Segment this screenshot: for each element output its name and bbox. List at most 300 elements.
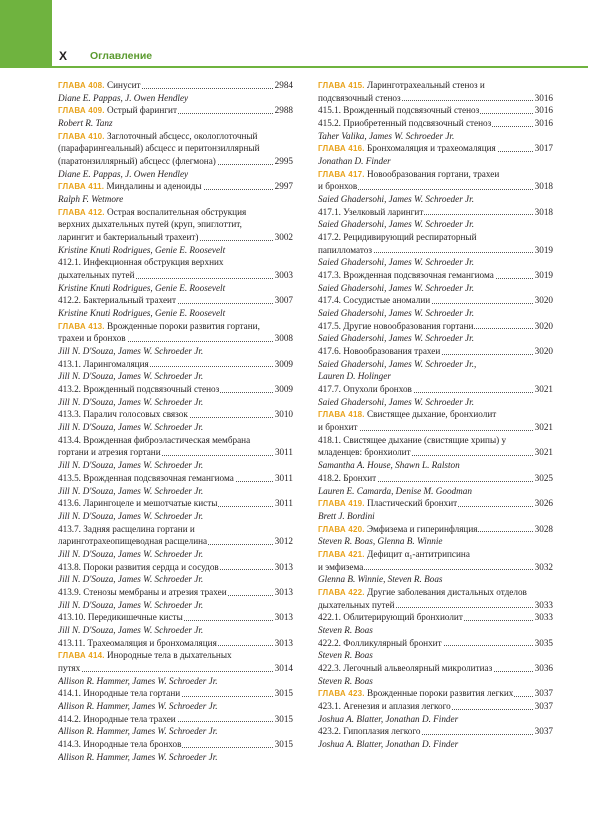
toc-entry-line [318,700,553,713]
toc-author-line [58,751,293,764]
subscript: 1 [409,554,413,561]
toc-column-left [58,79,293,763]
entry-title: 413.11. Трахеомаляция и бронхомаляция [58,637,217,648]
toc-author-line [58,168,293,181]
toc-entry-line [318,662,553,675]
toc-entry-text [318,80,486,90]
toc-entry-text [58,447,162,457]
entry-title: и эмфизема [318,561,364,572]
author-names: Jill N. D'Souza, James W. Schroeder Jr. [58,371,204,382]
author-names: Jill N. D'Souza, James W. Schroeder Jr. [58,485,204,496]
author-names: Saied Ghadersohi, James W. Schroeder Jr. [318,194,474,205]
page-ref: 3013 [274,637,293,648]
entry-title: 418.1. Свистящее дыхание (свистящие хрипы) у [318,434,507,445]
entry-title: верхних дыхательных путей (круп, эпиглоттит, [58,219,242,230]
toc-entry-line [58,561,293,574]
toc-entry-text [58,80,142,90]
page-ref: 3009 [274,358,293,369]
entry-title: 412.1. Инфекционная обструкция верхних [58,257,224,268]
toc-author-line [58,307,293,320]
toc-entry-text [58,473,235,483]
toc-entry-text [318,498,458,508]
author-names: Steven R. Boas [318,675,373,686]
toc-author-line [318,485,553,498]
toc-entry-text [318,587,528,597]
toc-entry-text [318,676,374,686]
toc-entry-text [58,435,251,445]
toc-author-line [58,459,293,472]
toc-author-line [318,459,553,472]
entry-title: 417.4. Сосудистые аномалии [318,295,431,306]
toc-entry-line [58,142,293,155]
toc-chapter-line [318,142,553,155]
author-names: Glenna B. Winnie, Steven R. Boas [318,574,443,585]
toc-entry-text [58,422,204,432]
chapter-title-rest: -антитрипсина [412,548,470,559]
toc-entry-text [318,333,475,343]
toc-entry-text [318,701,452,711]
toc-author-line [58,345,293,358]
page-ref: 3007 [274,295,293,306]
page-ref: 3016 [534,105,553,116]
toc-entry-text [318,384,413,394]
toc-author-line [318,358,553,371]
toc-entry-text [58,663,81,673]
toc-author-line [58,548,293,561]
toc-chapter-line [318,687,553,700]
entry-title: ларинготрахеопищеводная расщелина [58,536,208,547]
toc-author-line [58,370,293,383]
toc-entry-line [318,244,553,257]
author-names: Allison R. Hammer, James W. Schroeder Jr. [58,751,218,762]
toc-chapter-line [58,79,293,92]
author-names: Kristine Knuti Rodrigues, Genie E. Roosevelt [58,308,226,319]
toc-author-line [318,155,553,168]
toc-entry-line [318,725,553,738]
toc-author-line [318,370,553,383]
entry-title: 413.5. Врожденная подсвязочная гемангиома [58,472,234,483]
author-names: Jill N. D'Souza, James W. Schroeder Jr. [58,599,204,610]
toc-author-line [58,725,293,738]
header-rule [52,66,588,68]
chapter-title: Эмфизема и гиперинфляция [364,523,478,534]
toc-author-line [58,599,293,612]
author-names: Lauren D. Holinger [318,371,391,382]
toc-entry-line [58,713,293,726]
page-ref: 3013 [274,561,293,572]
toc-entry-text [318,207,424,217]
toc-entry-text [318,359,477,369]
toc-entry-line [318,434,553,447]
author-names: Allison R. Hammer, James W. Schroeder Jr. [58,675,218,686]
author-names: Allison R. Hammer, James W. Schroeder Jr. [58,700,218,711]
toc-author-line [58,510,293,523]
page-ref: 3033 [534,599,553,610]
toc-entry-text [58,283,226,293]
chapter-label: ГЛАВА 416. [318,144,365,154]
entry-title: и бронхов [318,181,358,192]
page-ref: 3009 [274,384,293,395]
chapter-title: Новообразования гортани, трахеи [364,168,500,179]
entry-title: 423.2. Гипоплазия легкого [318,726,421,737]
toc-entry-text [318,105,480,115]
toc-entry-text [318,118,492,128]
chapter-title: Миндалины и аденоиды [104,181,202,192]
toc-entry-text [58,219,243,229]
toc-entry-line [318,117,553,130]
entry-title: (паратонзиллярный) абсцесс (флегмона) [58,156,216,167]
toc-author-line [58,244,293,257]
toc-entry-text [318,714,459,724]
toc-entry-text [318,371,392,381]
toc-author-line [318,332,553,345]
toc-chapter-line [58,180,293,193]
toc-author-line [318,396,553,409]
page-ref: 2997 [274,181,293,192]
toc-author-line [58,282,293,295]
chapter-title: Острая воспалительная обструкция [104,206,247,217]
toc-entry-text [318,562,364,572]
toc-entry-text [58,752,219,762]
toc-entry-text [58,156,217,166]
page-ref: 3037 [534,700,553,711]
toc-entry-line [58,218,293,231]
toc-entry-line [318,345,553,358]
page-ref: 3011 [274,498,293,509]
toc-entry-text [318,346,441,356]
page-ref: 3025 [534,472,553,483]
toc-entry-text [318,536,444,546]
toc-entry-text [318,574,444,584]
toc-chapter-line [318,586,553,599]
toc-entry-text [58,739,182,749]
toc-author-line [318,282,553,295]
author-names: Kristine Knuti Rodrigues, Genie E. Roosevelt [58,244,226,255]
toc-author-line [58,117,293,130]
toc-entry-text [58,676,219,686]
author-names: Saied Ghadersohi, James W. Schroeder Jr. [318,396,474,407]
entry-title: 417.6. Новообразования трахеи [318,346,441,357]
toc-entry-text [58,384,220,394]
author-names: Jonathan D. Finder [318,156,391,167]
page-ref: 3021 [534,384,553,395]
toc-author-line [58,92,293,105]
author-names: Jill N. D'Souza, James W. Schroeder Jr. [58,624,204,635]
entry-title: 422.3. Легочный альвеолярный микролитиаз [318,662,493,673]
toc-entry-text [318,650,374,660]
toc-chapter-line [318,497,553,510]
page-ref: 3026 [534,498,553,509]
chapter-title: Врожденные пороки развития легких [364,688,514,699]
toc-entry-line [58,408,293,421]
toc-entry-text [318,283,475,293]
toc-entry-text [58,131,258,141]
toc-author-line [58,193,293,206]
toc-chapter-line [318,523,553,536]
entry-title: 413.3. Паралич голосовых связок [58,409,188,420]
toc-entry-line [58,637,293,650]
author-names: Saied Ghadersohi, James W. Schroeder Jr. [318,257,474,268]
page-number: X [59,49,68,63]
toc-author-line [58,675,293,688]
entry-title: 417.3. Врожденная подсвязочная гемангиома [318,270,494,281]
toc-entry-text [318,524,478,534]
chapter-label: ГЛАВА 415. [318,81,365,90]
entry-title: (парафарингеальный) абсцесс и перитонзиллярный [58,143,260,154]
entry-title: 413.4. Врожденная фиброэластическая мембрана [58,434,251,445]
entry-title: 418.2. Бронхит [318,472,377,483]
toc-entry-line [58,662,293,675]
toc-chapter-line [58,649,293,662]
toc-entry-line [58,294,293,307]
toc-entry-text [58,118,114,128]
toc-entry-text [58,587,228,597]
entry-title: трахеи и бронхов [58,333,126,344]
author-names: Jill N. D'Souza, James W. Schroeder Jr. [58,396,204,407]
toc-entry-line [58,523,293,536]
toc-entry-text [58,600,204,610]
entry-title: 422.2. Фолликулярный бронхит [318,637,442,648]
page-ref: 3016 [534,92,553,103]
page-ref: 3021 [534,447,553,458]
author-names: Allison R. Hammer, James W. Schroeder Jr. [58,726,218,737]
toc-author-line [318,649,553,662]
author-names: Brett J. Bordini [318,510,375,521]
toc-entry-text [318,486,473,496]
chapter-label: ГЛАВА 414. [58,651,105,661]
entry-title: подсвязочный стеноз [318,92,401,103]
author-names: Diane E. Pappas, J. Owen Hendley [58,168,189,179]
page-ref: 3015 [274,713,293,724]
chapter-label: ГЛАВА 420. [318,524,365,534]
toc-entry-text [318,321,474,331]
entry-title: 413.1. Ларингомаляция [58,358,149,369]
toc-entry-text [318,232,477,242]
toc-entry-text [58,194,124,204]
toc-entry-line [58,332,293,345]
page-ref: 3019 [534,244,553,255]
toc-chapter-line [58,320,293,333]
toc-entry-text [318,600,396,610]
toc-entry-line [58,687,293,700]
toc-chapter-line [58,206,293,219]
toc-entry-text [318,688,514,698]
author-names: Jill N. D'Souza, James W. Schroeder Jr. [58,574,204,585]
page-ref: 3028 [534,523,553,534]
toc-entry-text [318,156,392,166]
page-ref: 3018 [534,206,553,217]
author-names: Taher Valika, James W. Schroeder Jr. [318,130,455,141]
toc-entry-line [318,294,553,307]
chapter-label: ГЛАВА 409. [58,106,105,116]
author-names: Steven R. Boas [318,650,373,661]
page-ref: 3037 [534,726,553,737]
entry-title: папилломатоз [318,244,373,255]
chapter-title: Острый фарингит [104,105,177,116]
chapter-title: Дефицит α [364,548,410,559]
page-ref: 2988 [274,105,293,116]
toc-entry-text [58,257,225,267]
toc-entry-line [318,104,553,117]
chapter-title: Свистящее дыхание, бронхиолит [364,409,497,420]
page-ref: 3013 [274,612,293,623]
page-ref: 3013 [274,586,293,597]
toc-column-right [318,79,553,751]
toc-entry-text [318,460,461,470]
toc-entry-line [318,611,553,624]
toc-author-line [318,535,553,548]
page-ref: 2984 [274,80,293,90]
toc-entry-text [318,511,376,521]
toc-entry-text [58,245,226,255]
toc-entry-text [318,131,455,141]
entry-title: 414.1. Инородные тела гортани [58,688,181,699]
toc-entry-line [58,497,293,510]
page-ref: 3036 [534,662,553,673]
toc-entry-line [58,446,293,459]
author-names: Joshua A. Blatter, Jonathan D. Finder [318,713,459,724]
toc-entry-text [58,486,204,496]
toc-entry-text [318,638,443,648]
author-names: Saied Ghadersohi, James W. Schroeder Jr. [318,308,474,319]
toc-entry-text [318,726,421,736]
chapter-title: Пластический бронхит [364,498,458,509]
toc-entry-text [58,371,204,381]
page-ref: 3003 [274,270,293,281]
toc-chapter-line [58,104,293,117]
entry-title: 413.7. Задняя расщелина гортани и [58,523,195,534]
page-ref: 3008 [274,333,293,344]
entry-title: 413.8. Пороки развития сердца и сосудов [58,561,219,572]
toc-entry-line [318,446,553,459]
author-names: Saied Ghadersohi, James W. Schroeder Jr. [318,282,474,293]
entry-title: ларингит и бактериальный трахеит) [58,232,199,243]
entry-title: 423.1. Агенезия и аплазия легкого [318,700,451,711]
page-ref: 3021 [534,422,553,433]
page-ref: 3037 [534,688,553,699]
chapter-label: ГЛАВА 418. [318,410,365,420]
entry-title: 413.2. Врожденный подсвязочный стеноз [58,384,220,395]
author-names: Steven R. Boas, Glenna B. Winnie [318,536,443,547]
page-ref: 3002 [274,232,293,243]
toc-entry-line [58,535,293,548]
toc-entry-line [58,383,293,396]
toc-entry-line [318,472,553,485]
entry-title: 417.7. Опухоли бронхов [318,384,412,395]
toc-entry-text [318,93,402,103]
page-ref: 3016 [534,118,553,129]
entry-title: младенцев: бронхиолит [318,447,411,458]
toc-chapter-line [318,408,553,421]
chapter-label: ГЛАВА 417. [318,169,365,179]
toc-entry-line [318,561,553,574]
page-ref: 3015 [274,688,293,699]
toc-author-line [318,218,553,231]
toc-entry-text [58,346,204,356]
toc-author-line [58,573,293,586]
toc-entry-text [58,714,177,724]
toc-author-line [58,624,293,637]
toc-chapter-line [318,168,553,181]
toc-entry-text [58,270,136,280]
toc-entry-text [58,359,150,369]
chapter-title: Ларинготрахеальный стеноз и [364,80,485,90]
toc-author-line [318,256,553,269]
chapter-label: ГЛАВА 421. [318,549,365,559]
toc-entry-text [58,397,204,407]
author-names: Joshua A. Blatter, Jonathan D. Finder [318,738,459,749]
toc-entry-text [58,321,261,331]
author-names: Jill N. D'Souza, James W. Schroeder Jr. [58,422,204,433]
page-ref: 3018 [534,181,553,192]
toc-entry-text [58,232,199,242]
chapter-label: ГЛАВА 423. [318,689,365,699]
toc-entry-text [58,638,218,648]
page-ref: 3017 [534,143,553,154]
toc-entry-line [58,269,293,282]
toc-author-line [318,130,553,143]
toc-entry-line [318,637,553,650]
page-ref: 3019 [534,270,553,281]
toc-author-line [58,421,293,434]
toc-entry-text [318,397,475,407]
toc-entry-line [318,231,553,244]
toc-entry-line [58,738,293,751]
entry-title: 417.5. Другие новообразования гортани [318,320,474,331]
toc-entry-text [318,295,431,305]
toc-entry-line [318,180,553,193]
toc-entry-line [318,269,553,282]
toc-entry-line [58,472,293,485]
toc-entry-text [58,295,177,305]
toc-entry-line [318,599,553,612]
toc-entry-text [58,688,181,698]
author-names: Jill N. D'Souza, James W. Schroeder Jr. [58,548,204,559]
entry-title: 413.10. Передикишечные кисты [58,612,183,623]
chapter-title: Синусит [104,80,141,90]
toc-entry-line [318,421,553,434]
entry-title: 413.9. Стенозы мембраны и атрезия трахеи [58,586,227,597]
toc-entry-line [58,358,293,371]
toc-entry-text [58,625,204,635]
toc-entry-text [58,181,203,191]
chapter-label: ГЛАВА 413. [58,321,105,331]
toc-entry-line [58,434,293,447]
toc-entry-line [318,92,553,105]
section-title: Оглавление [90,50,153,62]
chapter-label: ГЛАВА 412. [58,207,105,217]
toc-entry-text [318,447,412,457]
toc-entry-line [58,256,293,269]
toc-entry-text [318,663,493,673]
toc-entry-text [318,257,475,267]
author-names: Saied Ghadersohi, James W. Schroeder Jr., [318,358,477,369]
page-ref: 3012 [274,536,293,547]
page-ref: 3020 [534,295,553,306]
page-ref: 3011 [274,447,293,458]
toc-entry-text [318,612,464,622]
entry-title: 414.2. Инородные тела трахеи [58,713,176,724]
toc-entry-text [58,93,189,103]
page-ref: 3020 [534,346,553,357]
toc-entry-text [318,143,497,153]
toc-author-line [318,675,553,688]
entry-title: 415.2. Приобретенный подсвязочный стеноз [318,118,492,129]
entry-title: 413.6. Ларингоцеле и мешотчатые кисты [58,498,218,509]
toc-entry-text [58,574,204,584]
entry-title: дыхательных путей [318,599,395,610]
author-names: Lauren E. Camarda, Denise M. Goodman [318,485,472,496]
